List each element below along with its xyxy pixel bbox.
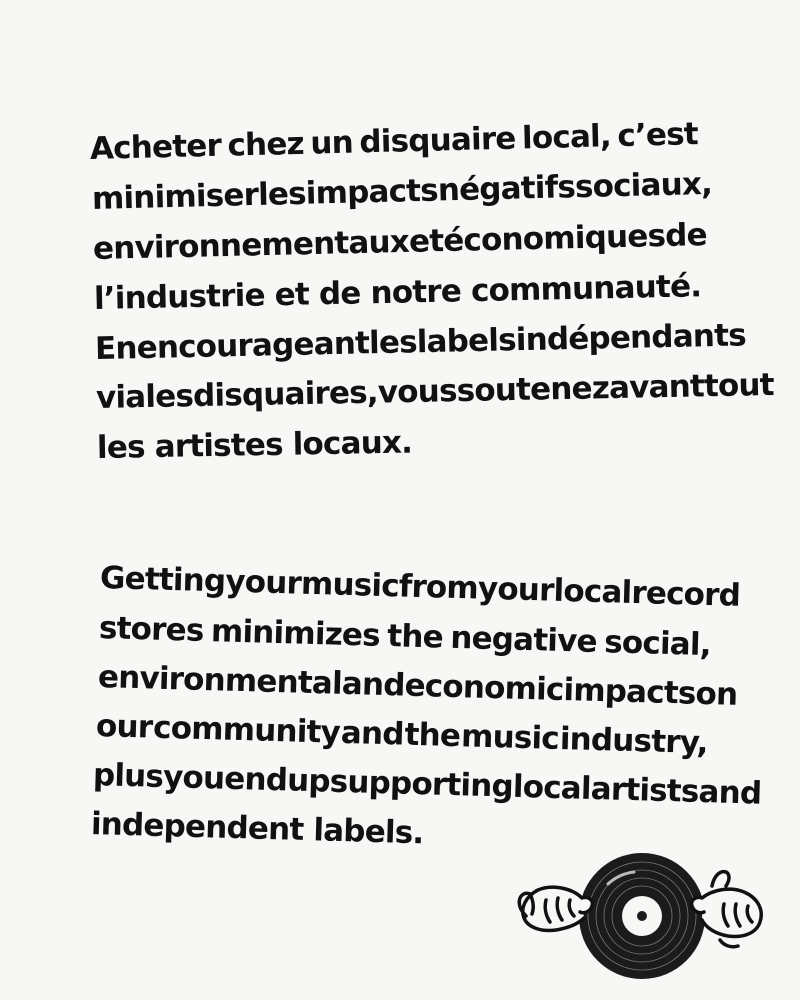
french-line-3: environnementaux et économiques de — [92, 217, 708, 267]
french-line-2: minimiser les impacts négatifs sociaux, — [91, 165, 713, 217]
french-line-1: Acheter chez un disquaire local, c’est — [89, 116, 699, 167]
english-line-5: plus you end up supporting local artists and — [92, 757, 762, 812]
english-line-2: stores minimizes the negative social, — [98, 610, 712, 664]
vinyl-record-icon — [579, 853, 705, 979]
english-line-4: our community and the music industry, — [95, 708, 709, 762]
vinyl-record-with-hands-icon — [516, 846, 768, 986]
french-line-6: via les disquaires, vous soutenez avant tout — [95, 366, 775, 416]
english-line-6: independent labels. — [90, 806, 424, 852]
french-line-5: En encourageant les labels indépendants — [94, 317, 747, 367]
english-line-3: environmental and economic impacts on — [97, 659, 738, 713]
right-hand-icon — [692, 872, 762, 947]
french-line-7: les artistes locaux. — [96, 424, 413, 466]
french-line-4: l’industrie et de notre communauté. — [93, 268, 702, 317]
english-line-1: Getting your music from your local record — [99, 560, 741, 614]
